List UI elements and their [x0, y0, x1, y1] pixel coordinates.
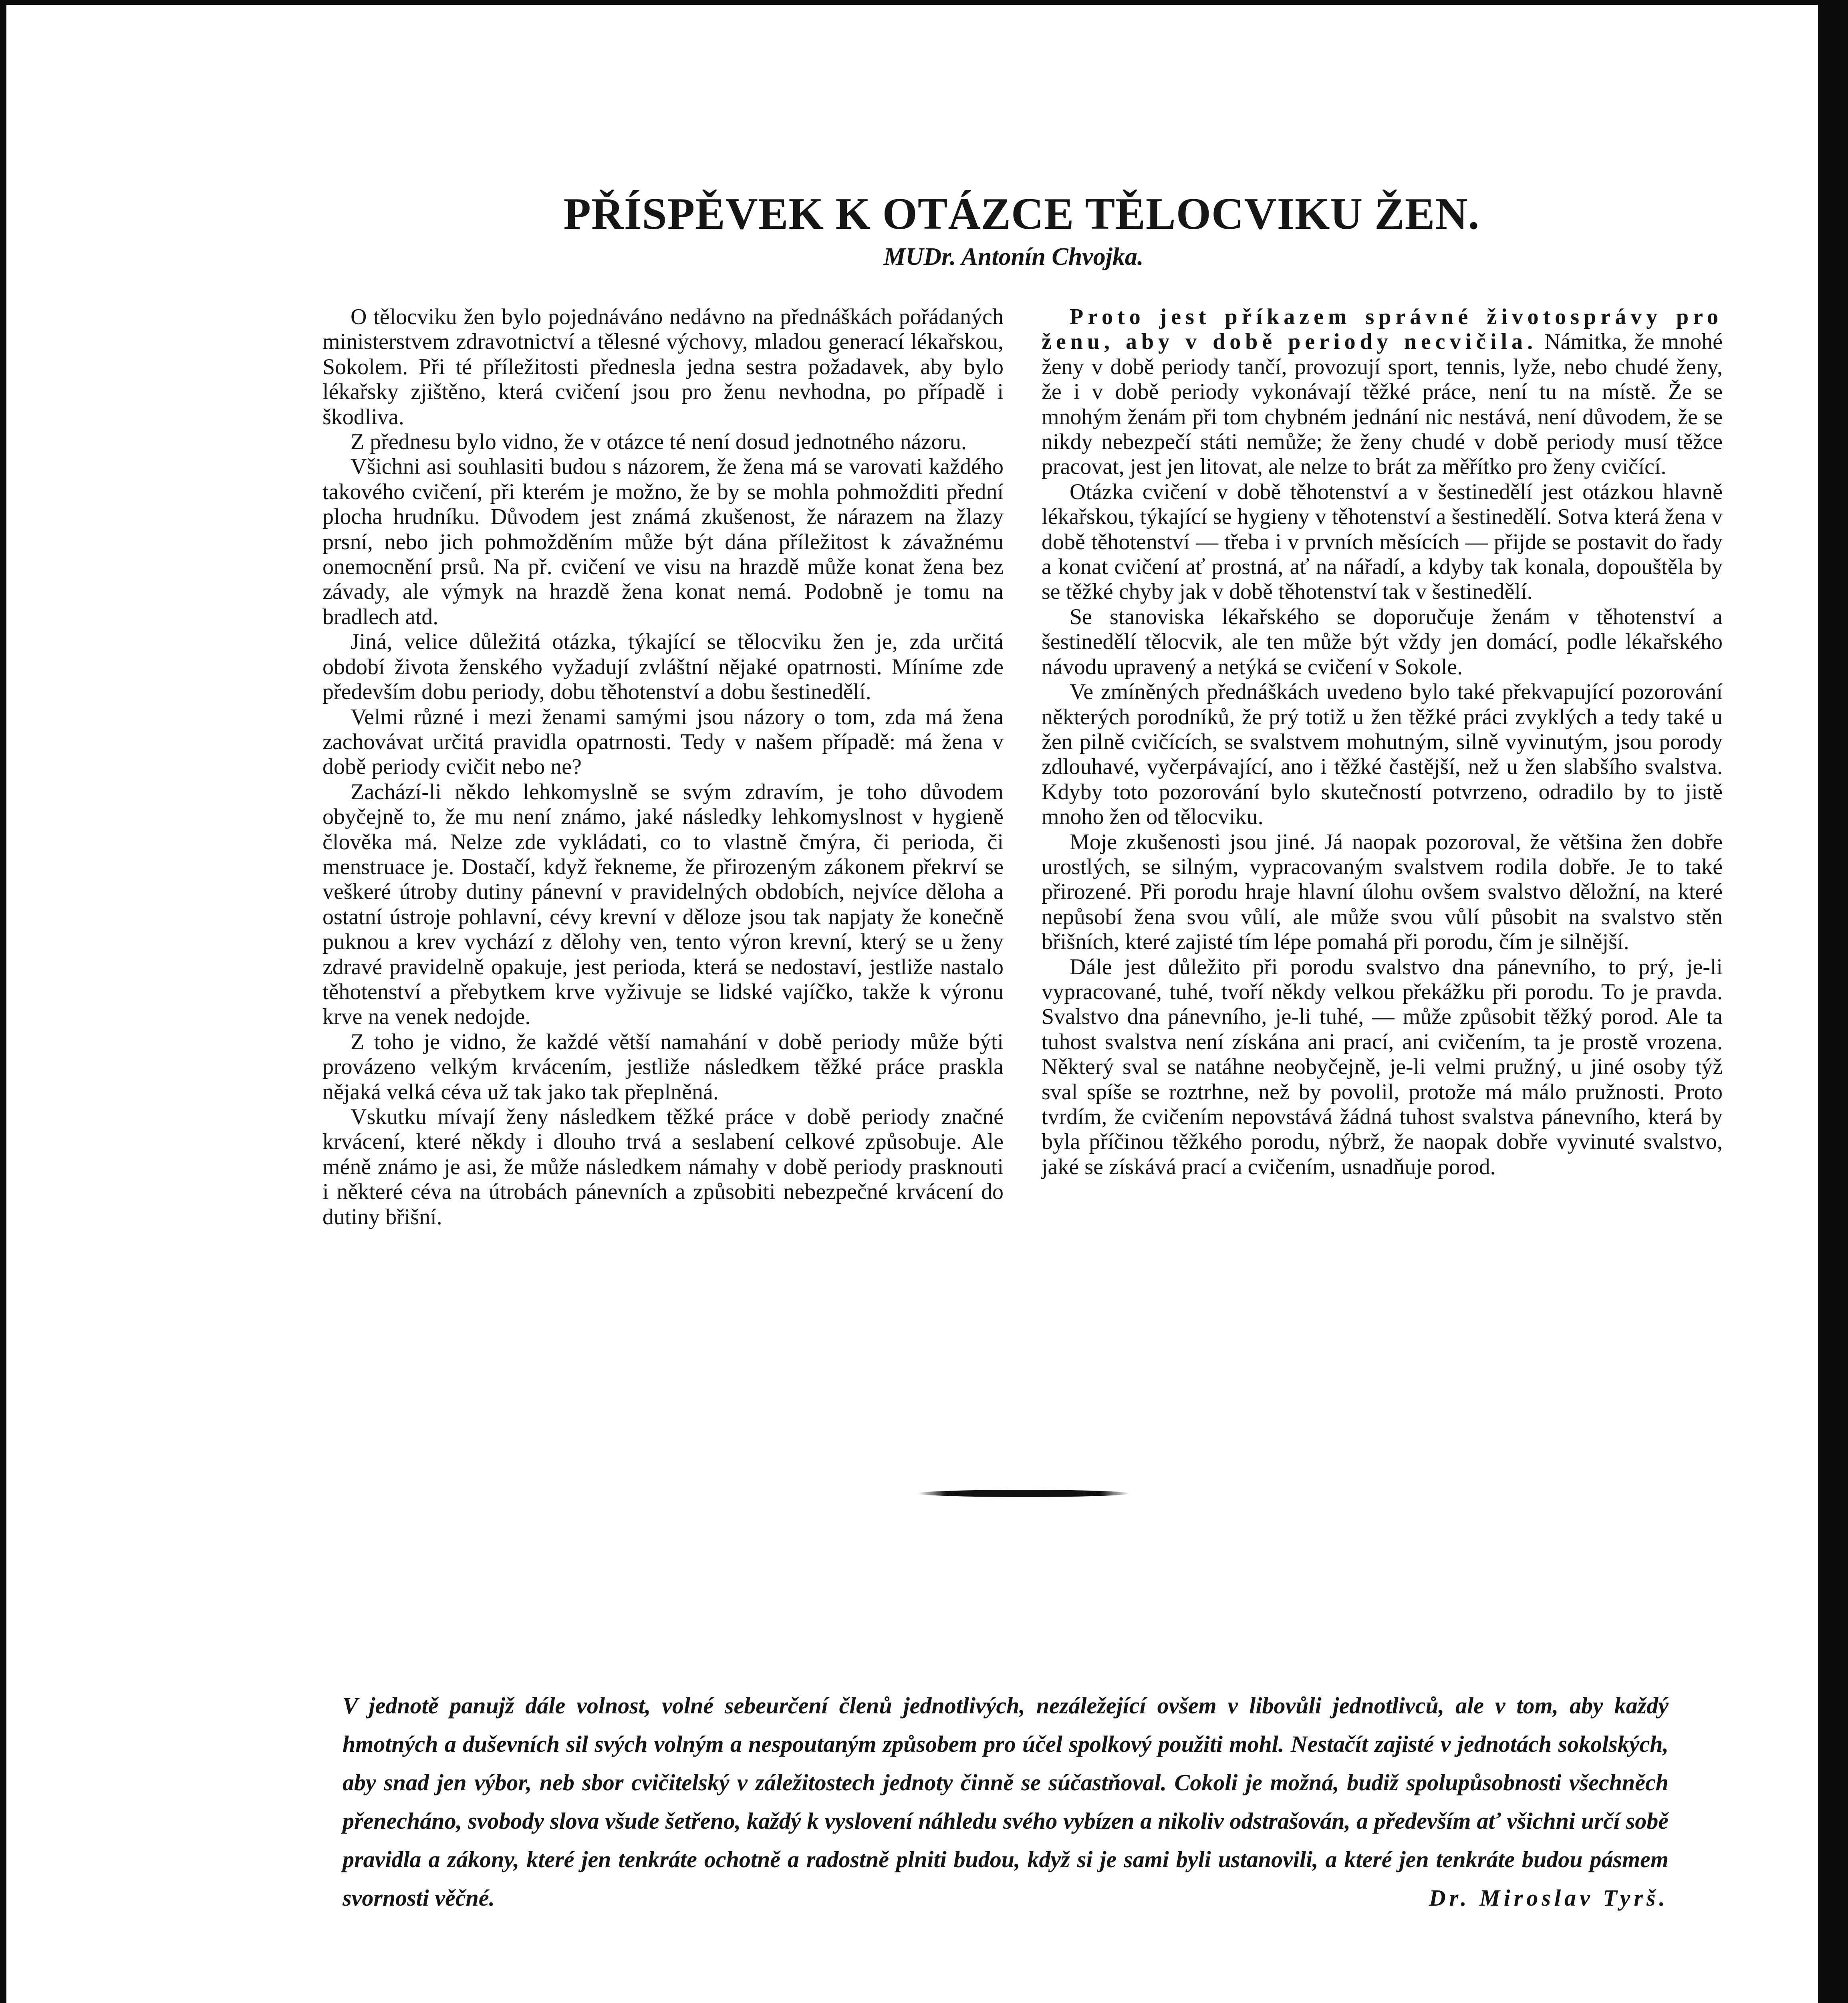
paragraph: Otázka cvičení v době těhotenství a v šestinedělí jest otázkou hlavně lékařskou, týkající se hygieny v těhotenství a šestinedělí. Sotva která žena v době těhotenství — třeba i v prvních měsících — přijde se postavit do řady a konat cvičení ať prostná, ať na nářadí, a kdyby tak konala, dopouštěla by se těžké chyby jak v době těhotenství tak v šestinedělí.	[1042, 479, 1723, 605]
paragraph: Dále jest důležito při porodu svalstvo dna pánevního, to prý, je-li vypracované, tuhé, tvoří někdy velkou překážku při porodu. To je pravda. Svalstvo dna pánevního, je-li tuhé, — může způsobit těžký porod. Ale ta tuhost svalstva není získána ani prací, ani cvičením, ta je prostě vrozena. Některý sval se natáhne neobyčejně, je-li velmi pružný, u jiné osoby týž sval spíše se roztrhne, než by povolil, protože má málo pružnosti. Proto tvrdím, že cvičením nepovstává žádná tuhost svalstva pánevního, která by byla příčinou těžkého porodu, nýbrž, že naopak dobře vyvinuté svalstvo, jaké se získává prací a cvičením, usnadňuje porod.	[1042, 954, 1723, 1179]
article-title: PŘÍSPĚVEK K OTÁZCE TĚLOCVIKU ŽEN.	[563, 189, 1480, 239]
paragraph: Se stanoviska lékařského se doporučuje ženám v těhotenství a šestinedělí tělocvik, ale ten může být vždy jen domácí, podle lékařského návodu upravený a netýká se cvičení v Sokole.	[1042, 604, 1723, 679]
paragraph: Jiná, velice důležitá otázka, týkající se tělocviku žen je, zda určitá období života ženského vyžadují zvláštní nějaké opatrnosti. Míníme zde především dobu periody, dobu těhotenství a dobu šestinedělí.	[322, 629, 1004, 705]
scan-edge-top	[0, 0, 1848, 5]
quote-signature: Dr. Miroslav Tyrš.	[1429, 1885, 1669, 1911]
emphasized-text: Proto jest příkazem správné životosprávy pro ženu, aby v době periody necvičila.	[1042, 304, 1723, 355]
paragraph: Vskutku mívají ženy následkem těžké práce v době periody značné krvácení, které někdy i dlouho trvá a seslabení celkové způsobuje. Ale méně známo je asi, že může následkem námahy v době periody prasknouti i některé céva na útrobách pánevních a způsobiti nebezpečné krvácení do dutiny břišní.	[322, 1104, 1004, 1229]
paragraph: Všichni asi souhlasiti budou s názorem, že žena má se varovati každého takového cvičení, při kterém je možno, že by se mohla pohmožditi přední plocha hrudníku. Důvodem jest známá zkušenost, že nárazem na žlazy prsní, nebo jich pohmožděním může být dána příležitost k závažnému onemocnění prsů. Na př. cvičení ve visu na hrazdě může konat žena bez závady, ale výmyk na hrazdě žena konat nemá. Podobně je tomu na bradlech atd.	[322, 454, 1004, 629]
article-column-left	[322, 304, 1004, 1229]
paragraph: Z přednesu bylo vidno, že v otázce té není dosud jednotného názoru.	[351, 429, 967, 455]
scan-edge-left	[0, 0, 6, 2003]
section-divider	[917, 1490, 1130, 1497]
quote-text	[343, 1687, 1669, 1917]
scan-edge-right	[1818, 0, 1848, 2003]
paragraph: O tělocviku žen bylo pojednáváno nedávno na přednáškách pořádaných ministerstvem zdravotnictví a tělesné výchovy, mladou generací lékařskou, Sokolem. Při té příležitosti přednesla jedna sestra požadavek, aby bylo lékařsky zjištěno, která cvičení jsou pro ženu nevhodna, po případě i škodliva.	[322, 304, 1004, 429]
quote-body: V jednotě panujž dále volnost, volné sebeurčení členů jednotlivých, nezáležející ovšem v libovůli jednotlivců, ale v tom, aby každý hmotných a duševních sil svých volným a nespoutaným způsobem pro účel spolkový použiti mohl. Nestačít zajisté v jednotách sokolských, aby snad jen výbor, neb sbor cvičitelský v záležitostech jednoty činně se súčastňoval. Cokoli je možná, budiž spolupůsobnosti všechněch přenecháno, svobody slova všude šetřeno, každý k vyslovení náhledu svého vybízen a nikoliv odstrašován, a především ať všichni určí sobě pravidla a zákony, které jen tenkráte ochotně a radostně plniti budou, když si je sami byli ustanovili, a které jen tenkráte budou pásmem svornosti věčné.	[343, 1693, 1669, 1911]
paragraph: Zachází-li někdo lehkomyslně se svým zdravím, je toho důvodem obyčejně to, že mu není známo, jaké následky lehkomyslnost v hygieně člověka má. Nelze zde vykládati, co to vlastně čmýra, či perioda, či menstruace je. Dostačí, když řekneme, že přirozeným zákonem překrví se veškeré útroby dutiny pánevní v pravidelných obdobích, nejvíce děloha a ostatní ústroje pohlavní, cévy krevní v děloze jsou tak napjaty že konečně puknou a krev vychází z dělohy ven, tento výron krevní, který se u ženy zdravé pravidelně opakuje, jest perioda, která se nedostaví, jestliže nastalo těhotenství a přebytkem krve vyživuje se lidské vajíčko, takže k výronu krve na venek nedojde.	[322, 779, 1004, 1030]
lead-paragraph	[1042, 304, 1723, 480]
paragraph: Ve zmíněných přednáškách uvedeno bylo také překvapující pozorování některých porodníků, že prý totiž u žen těžké práci zvyklých a tedy také u žen pilně cvičících, se svalstvem mohutným, silně vyvinutým, jsou porody zdlouhavé, vyčerpávající, ano i těžké častější, než u žen slabšího svalstva. Kdyby toto pozorování bylo skutečností potvrzeno, odradilo by to jistě mnoho žen od tělocviku.	[1042, 679, 1723, 830]
tyrs-quote	[343, 1687, 1669, 1917]
paragraph: Z toho je vidno, že každé větší namahání v době periody může býti provázeno velkým krvácením, jestliže následkem těžké práce praskla nějaká velká céva už tak jako tak přeplněná.	[322, 1029, 1004, 1104]
article-author: MUDr. Antonín Chvojka.	[883, 243, 1144, 270]
article-column-right	[1042, 304, 1723, 1179]
paragraph: Moje zkušenosti jsou jiné. Já naopak pozoroval, že většina žen dobře urostlých, se silným, vypracovaným svalstvem rodila dobře. Je to také přirozené. Při porodu hraje hlavní úlohu ovšem svalstvo děložní, na které nepůsobí žena svou vůlí, ale může svou vůlí působit na svalstvo stěn břišních, které zajisté tím lépe pomahá při porodu, čím je silnější.	[1042, 829, 1723, 955]
paragraph: Velmi různé i mezi ženami samými jsou názory o tom, zda má žena zachovávat určitá pravidla opatrnosti. Tedy v našem případě: má žena v době periody cvičit nebo ne?	[322, 704, 1004, 780]
lead-paragraph-text: Námitka, že mnohé ženy v době periody tančí, provozují sport, tennis, lyže, nebo chudé ženy, že i v době periody vykonávají těžké práce, není tu na místě. Že se mnohým ženám při tom chybném jednání nic nestává, není důvodem, že se nikdy nebezpečí státi nemůže; že ženy chudé v době periody musí těžce pracovat, jest jen litovat, ale nelze to brát za měřítko pro ženy cvičící.	[1042, 329, 1723, 480]
